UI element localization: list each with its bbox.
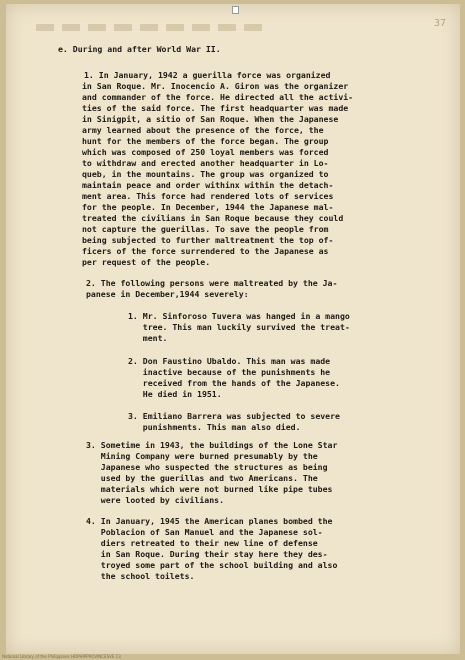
text-line: per request of the people. [82,257,211,267]
document-page [6,4,460,654]
text-line: hunt for the members of the force began. The group [82,136,329,146]
text-line: to withdraw and erected another headquarter in Lo- [82,158,329,168]
pin-icon [232,6,239,14]
text-line: ties of the said force. The first headquarter was made [82,103,349,113]
text-line: for the people. In December, 1944 the Japanese mal- [82,202,334,212]
tape-strip [36,24,266,31]
text-line: materials which were not burned like pipe tubes [86,484,333,494]
text-line: being subjected to further maltreatment the top of- [82,235,334,245]
text-line: queb, in the mountains. The group was organized to [82,169,329,179]
text-line: tree. This man luckily survived the treat- [128,322,350,332]
section-heading: e. During and after World War II. [58,44,221,54]
text-line: used by the guerillas and two Americans. The [86,473,318,483]
text-line: inactive because of the punishments he [128,367,331,377]
text-line: ficers of the force surrendered to the Japanese as [82,246,329,256]
text-line: in Sinigpit, a sitio of San Roque. When the Japanese [82,114,339,124]
text-line: treated the civilians in San Roque because they could [82,213,344,223]
text-line: army learned about the presence of the force, the [82,125,324,135]
footer-credit: National Library of the Philippines HDPHIPPROVINCESVE 13 [2,654,121,659]
text-line: ment. [128,333,168,343]
text-line: 2. Don Faustino Ubaldo. This man was made [128,356,331,366]
text-line: Mining Company were burned presumably by the [86,451,318,461]
text-line: maintain peace and order withinx within the detach- [82,180,334,190]
text-line: punishments. This man also died. [128,422,301,432]
text-line: diers retreated to their new line of defense [86,538,318,548]
text-line: 2. The following persons were maltreated by the Ja- [86,278,338,288]
text-line: the school toilets. [86,571,195,581]
text-line: 1. Mr. Sinforoso Tuvera was hanged in a mango [128,311,350,321]
text-line: troyed some part of the school building and also [86,560,338,570]
text-line: 4. In January, 1945 the American planes bombed the [86,516,333,526]
text-line: 3. Sometime in 1943, the buildings of the Lone Star [86,440,338,450]
text-line: 3. Emiliano Barrera was subjected to severe [128,411,340,421]
text-line: and commander of the force. He directed all the activi- [82,92,354,102]
text-line: Poblacion of San Manuel and the Japanese sol- [86,527,323,537]
text-line: Japanese who suspected the structures as being [86,462,328,472]
text-line: ment area. This force had rendered lots of services [82,191,334,201]
text-line: 1. In January, 1942 a guerilla force was organized [84,70,331,80]
text-line: received from the hands of the Japanese. [128,378,340,388]
text-line: in San Roque. Mr. Inocencio A. Giron was the organizer [82,81,349,91]
text-line: in San Roque. During their stay here they des- [86,549,328,559]
page-number: 37 [433,18,446,29]
text-line: not capture the guerillas. To save the people from [82,224,329,234]
text-line: which was composed of 250 loyal members was forced [82,147,329,157]
text-line: He died in 1951. [128,389,222,399]
text-line: panese in December,1944 severely: [86,289,249,299]
text-line: were looted by civilians. [86,495,225,505]
